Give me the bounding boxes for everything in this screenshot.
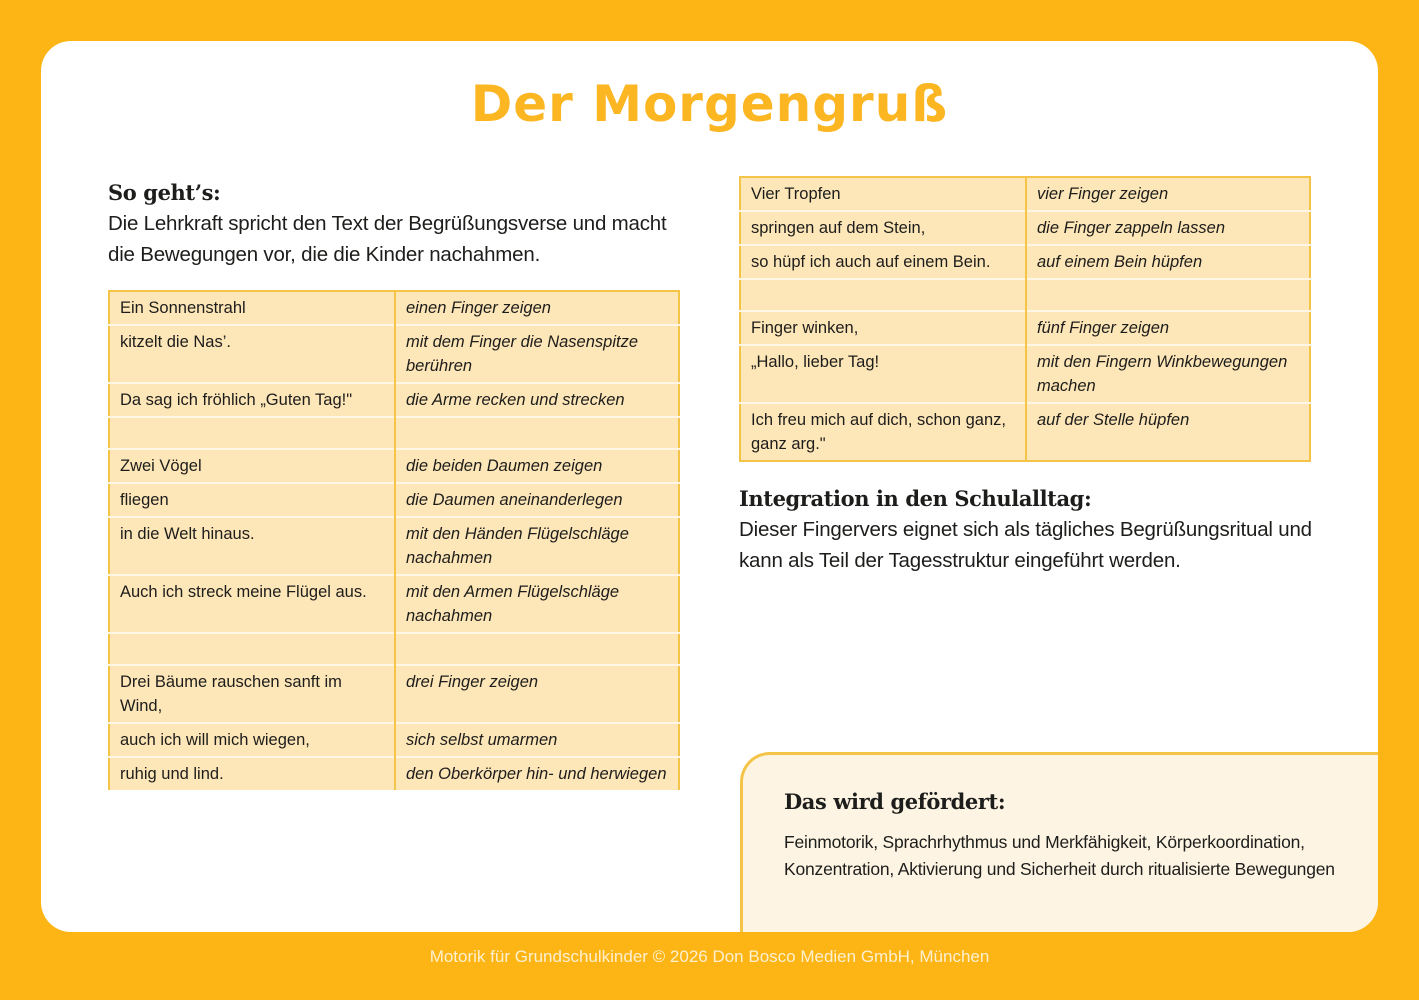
table-row [109,291,679,325]
left-column [108,178,680,790]
verse-text-cell: springen auf dem Stein, [740,211,1026,245]
table-row [740,211,1310,245]
promoted-skills-box [740,752,1378,932]
movement-cell: die Finger zappeln lassen [1026,211,1310,245]
instructions-text: Die Lehrkraft spricht den Text der Begrüßungsverse und macht die Bewegungen vor, die die Kinder nachahmen. [108,212,667,266]
movement-cell: vier Finger zeigen [1037,185,1169,203]
integration-heading: Integration in den Schulalltag: [739,486,1092,511]
verse-text-cell: so hüpf ich auch auf einem Bein. [740,245,1026,279]
table-row [740,177,1310,211]
verse-text-cell: Ein Sonnenstrahl [109,291,395,325]
verse-table-right [739,176,1311,462]
verse-text-cell: Ich freu mich auf dich, schon ganz, ganz arg." [740,403,1026,461]
verse-text-cell: kitzelt die Nas’. [109,325,395,383]
table-row [109,723,679,757]
movement-cell: einen Finger zeigen [406,299,551,317]
verse-text-cell: Zwei Vögel [109,449,395,483]
movement-cell: fünf Finger zeigen [1026,311,1310,345]
movement-cell: auf einem Bein hüpfen [1026,245,1310,279]
verse-text-cell: ruhig und lind. [109,757,395,790]
verse-text-cell: fliegen [109,483,395,517]
table-row [109,325,679,383]
worksheet-card [41,41,1378,932]
movement-cell: die beiden Daumen zeigen [395,449,679,483]
table-row [109,383,679,417]
movement-cell: auf der Stelle hüpfen [1026,403,1310,461]
instructions-heading: So geht’s: [108,180,221,205]
verse-text-cell: auch ich will mich wiegen, [109,723,395,757]
verse-text-cell [109,417,395,449]
copyright-footer: Motorik für Grundschulkinder © 2026 Don Bosco Medien GmbH, München [429,947,990,966]
table-row [109,517,679,575]
verse-text-cell: „Hallo, lieber Tag! [740,345,1026,403]
movement-cell [395,417,679,449]
movement-cell: mit den Armen Flügelschläge nachahmen [395,575,679,633]
verse-text-cell: Da sag ich fröhlich „Guten Tag!" [109,383,395,417]
verse-text-cell: Auch ich streck meine Flügel aus. [109,575,395,633]
verse-text-cell: Finger winken, [740,311,1026,345]
table-row [109,449,679,483]
table-row [109,757,679,790]
table-row [740,403,1310,461]
promoted-text: Feinmotorik, Sprachrhythmus und Merkfähigkeit, Körperkoordination, Konzentration, Aktivierung und Sicherheit durch ritualisierte Bewegungen [784,832,1335,879]
table-row [109,665,679,723]
movement-cell: mit den Fingern Winkbewegungen machen [1026,345,1310,403]
verse-text-cell [740,279,1026,311]
verse-text-cell: in die Welt hinaus. [109,517,395,575]
promoted-heading: Das wird gefördert: [784,789,1006,814]
table-row [109,575,679,633]
verse-text-cell [109,633,395,665]
movement-cell: sich selbst umarmen [395,723,679,757]
table-row [109,417,679,449]
movement-cell [1026,279,1310,311]
table-row [109,483,679,517]
movement-cell: mit den Händen Flügelschläge nachahmen [395,517,679,575]
right-column [739,176,1312,576]
verse-text-cell: Drei Bäume rauschen sanft im Wind, [109,665,395,723]
movement-cell: die Daumen aneinanderlegen [395,483,679,517]
page-title: Der Morgengruß [470,75,949,133]
table-row [740,245,1310,279]
table-row [109,633,679,665]
table-row [740,345,1310,403]
table-row [740,279,1310,311]
verse-text-cell: Vier Tropfen [740,177,1026,211]
movement-cell [395,633,679,665]
integration-text: Dieser Fingervers eignet sich als tägliches Begrüßungsritual und kann als Teil der Tagesstruktur eingeführt werden. [739,518,1312,572]
table-row [740,311,1310,345]
movement-cell: die Arme recken und strecken [395,383,679,417]
movement-cell: den Oberkörper hin- und herwiegen [395,757,679,790]
movement-cell: mit dem Finger die Nasenspitze berühren [395,325,679,383]
integration-section [739,484,1312,576]
movement-cell: drei Finger zeigen [395,665,679,723]
verse-table-left [108,290,680,790]
